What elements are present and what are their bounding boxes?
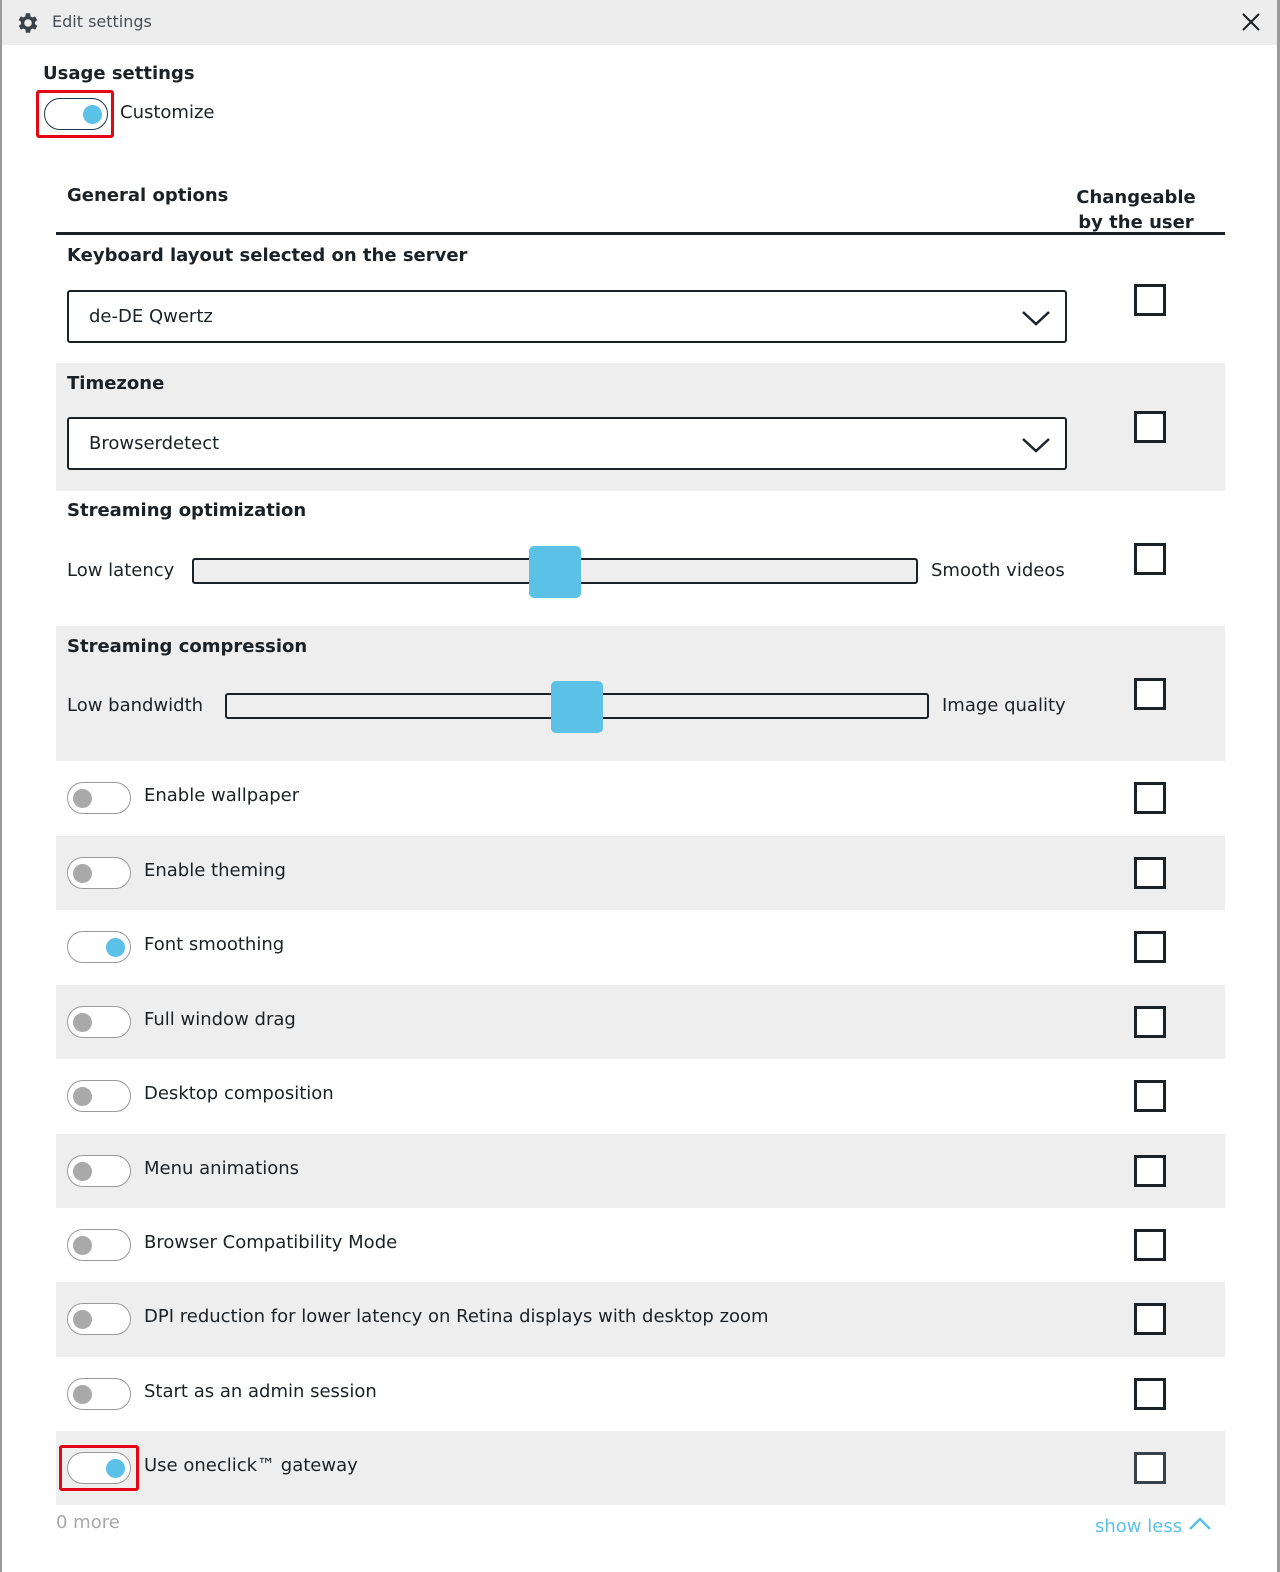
menu-animations-toggle[interactable] <box>67 1155 131 1187</box>
general-options-heading: General options <box>67 185 229 206</box>
toggle-knob <box>73 1385 92 1404</box>
option-row-browser-compatibility-mode <box>56 1208 1225 1282</box>
streaming-optimization-slider[interactable] <box>192 558 918 584</box>
browser-compatibility-mode-toggle[interactable] <box>67 1229 131 1261</box>
low-latency-label: Low latency <box>67 560 175 581</box>
option-changeable-checkbox[interactable] <box>1134 1378 1166 1410</box>
slider-thumb[interactable] <box>551 681 603 733</box>
keyboard-layout-row <box>56 235 1225 363</box>
usage-settings-heading: Usage settings <box>43 63 195 84</box>
window-title: Edit settings <box>52 12 152 31</box>
title-bar <box>2 0 1277 45</box>
option-changeable-checkbox[interactable] <box>1134 1006 1166 1038</box>
option-label: Full window drag <box>144 1009 296 1030</box>
dpi-reduction-toggle[interactable] <box>67 1303 131 1335</box>
option-changeable-checkbox[interactable] <box>1134 1080 1166 1112</box>
option-changeable-checkbox[interactable] <box>1134 1303 1166 1335</box>
gear-icon <box>15 10 41 36</box>
streaming-compression-row <box>56 626 1225 761</box>
option-row-font-smoothing <box>56 910 1225 985</box>
streaming-optimization-label: Streaming optimization <box>67 500 307 521</box>
changeable-by-user-heading: Changeable by the user <box>1076 187 1196 233</box>
option-label: Desktop composition <box>144 1083 334 1104</box>
toggle-knob <box>73 1162 92 1181</box>
enable-theming-toggle[interactable] <box>67 857 131 889</box>
option-row-desktop-composition <box>56 1059 1225 1134</box>
close-icon[interactable] <box>1239 10 1263 34</box>
streaming-optimization-changeable-checkbox[interactable] <box>1134 543 1166 575</box>
toggle-knob <box>73 789 92 808</box>
option-label: Browser Compatibility Mode <box>144 1232 398 1253</box>
streaming-optimization-row <box>56 491 1225 626</box>
option-label: Start as an admin session <box>144 1381 377 1402</box>
toggle-knob <box>83 105 102 124</box>
customize-highlight <box>36 90 114 138</box>
toggle-knob <box>73 864 92 883</box>
option-label: Font smoothing <box>144 934 285 955</box>
option-row-dpi-reduction <box>56 1282 1225 1357</box>
option-row-enable-wallpaper <box>56 761 1225 836</box>
keyboard-layout-value: de-DE Qwertz <box>89 306 213 327</box>
image-quality-label: Image quality <box>942 695 1066 716</box>
show-less-link[interactable] <box>1095 1516 1212 1537</box>
timezone-row <box>56 363 1225 491</box>
option-changeable-checkbox[interactable] <box>1134 931 1166 963</box>
option-label: DPI reduction for lower latency on Retina displays with desktop zoom <box>144 1306 769 1327</box>
streaming-compression-slider[interactable] <box>225 693 929 719</box>
option-row-admin-session <box>56 1357 1225 1431</box>
full-window-drag-toggle[interactable] <box>67 1006 131 1038</box>
low-bandwidth-label: Low bandwidth <box>67 695 204 716</box>
option-changeable-checkbox[interactable] <box>1134 1155 1166 1187</box>
option-row-menu-animations <box>56 1134 1225 1208</box>
timezone-changeable-checkbox[interactable] <box>1134 411 1166 443</box>
enable-wallpaper-toggle[interactable] <box>67 782 131 814</box>
timezone-select[interactable] <box>67 417 1067 470</box>
keyboard-layout-select[interactable] <box>67 290 1067 343</box>
customize-toggle[interactable] <box>44 98 108 130</box>
option-label: Enable theming <box>144 860 286 881</box>
smooth-videos-label: Smooth videos <box>931 560 1065 581</box>
toggle-knob <box>73 1087 92 1106</box>
timezone-label: Timezone <box>67 373 165 394</box>
streaming-compression-changeable-checkbox[interactable] <box>1134 678 1166 710</box>
desktop-composition-toggle[interactable] <box>67 1080 131 1112</box>
option-row-enable-theming <box>56 836 1225 910</box>
customize-label: Customize <box>120 102 215 123</box>
streaming-compression-label: Streaming compression <box>67 636 308 657</box>
chevron-down-icon <box>1021 433 1051 455</box>
keyboard-layout-changeable-checkbox[interactable] <box>1134 284 1166 316</box>
option-changeable-checkbox[interactable] <box>1134 857 1166 889</box>
option-row-oneclick-gateway <box>56 1431 1225 1505</box>
chevron-down-icon <box>1021 306 1051 328</box>
toggle-knob <box>73 1236 92 1255</box>
table-header <box>56 180 1225 235</box>
option-label: Use oneclick™ gateway <box>144 1455 358 1476</box>
toggle-knob <box>73 1310 92 1329</box>
oneclick-gateway-toggle[interactable] <box>67 1452 131 1484</box>
toggle-knob <box>73 1013 92 1032</box>
chevron-up-icon <box>1188 1516 1212 1532</box>
toggle-knob <box>106 938 125 957</box>
option-changeable-checkbox[interactable] <box>1134 1229 1166 1261</box>
option-row-full-window-drag <box>56 985 1225 1059</box>
option-label: Menu animations <box>144 1158 300 1179</box>
more-count: 0 more <box>56 1512 120 1533</box>
admin-session-toggle[interactable] <box>67 1378 131 1410</box>
show-less-label: show less <box>1095 1516 1183 1537</box>
font-smoothing-toggle[interactable] <box>67 931 131 963</box>
option-changeable-checkbox[interactable] <box>1134 782 1166 814</box>
timezone-value: Browserdetect <box>89 433 220 454</box>
slider-thumb[interactable] <box>529 546 581 598</box>
option-changeable-checkbox[interactable] <box>1134 1452 1166 1484</box>
option-label: Enable wallpaper <box>144 785 300 806</box>
toggle-knob <box>106 1459 125 1478</box>
keyboard-layout-label: Keyboard layout selected on the server <box>67 245 468 266</box>
